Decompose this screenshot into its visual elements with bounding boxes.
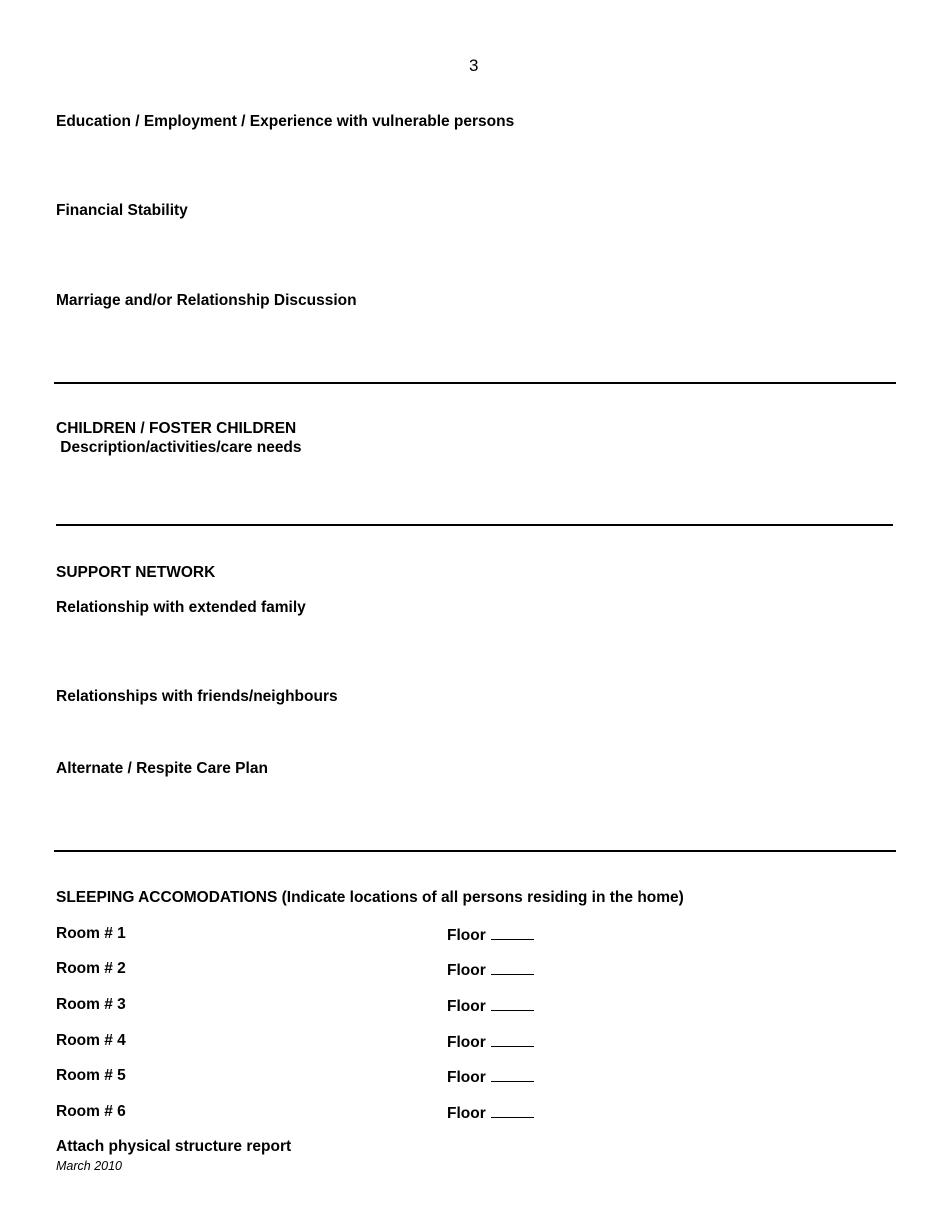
floor-label: Floor <box>447 1105 486 1122</box>
floor-label: Floor <box>447 998 486 1015</box>
room-label: Room # 4 <box>56 1032 126 1049</box>
section-education-heading: Education / Employment / Experience with vulnerable persons <box>56 113 515 130</box>
floor-field <box>447 1032 534 1052</box>
room-label: Room # 3 <box>56 996 126 1013</box>
extended-family-heading: Relationship with extended family <box>56 599 306 616</box>
section-marriage-heading: Marriage and/or Relationship Discussion <box>56 292 357 309</box>
floor-blank-line[interactable] <box>491 1103 534 1118</box>
floor-field <box>447 1103 534 1123</box>
respite-heading: Alternate / Respite Care Plan <box>56 760 268 777</box>
floor-label: Floor <box>447 1034 486 1051</box>
section-children-subheading: Description/activities/care needs <box>56 439 302 456</box>
room-label: Room # 1 <box>56 925 126 942</box>
friends-heading: Relationships with friends/neighbours <box>56 688 338 705</box>
floor-blank-line[interactable] <box>491 996 534 1011</box>
floor-label: Floor <box>447 962 486 979</box>
floor-label: Floor <box>447 1069 486 1086</box>
floor-field <box>447 1067 534 1087</box>
floor-blank-line[interactable] <box>491 1067 534 1082</box>
floor-field <box>447 960 534 980</box>
attach-report-heading: Attach physical structure report <box>56 1138 292 1155</box>
floor-field <box>447 996 534 1016</box>
section-sleeping-heading: SLEEPING ACCOMODATIONS (Indicate locations of all persons residing in the home) <box>56 889 684 906</box>
divider-line <box>54 382 896 384</box>
room-label: Room # 6 <box>56 1103 126 1120</box>
page-number: 3 <box>469 56 479 75</box>
floor-blank-line[interactable] <box>491 960 534 975</box>
floor-blank-line[interactable] <box>491 1032 534 1047</box>
divider-line <box>56 524 893 526</box>
floor-label: Floor <box>447 927 486 944</box>
section-support-heading: SUPPORT NETWORK <box>56 564 216 581</box>
divider-line <box>54 850 896 852</box>
section-financial-heading: Financial Stability <box>56 202 188 219</box>
section-children-heading: CHILDREN / FOSTER CHILDREN <box>56 420 297 437</box>
footer-date: March 2010 <box>56 1159 123 1173</box>
room-label: Room # 2 <box>56 960 126 977</box>
floor-field <box>447 925 534 945</box>
room-label: Room # 5 <box>56 1067 126 1084</box>
floor-blank-line[interactable] <box>491 925 534 940</box>
